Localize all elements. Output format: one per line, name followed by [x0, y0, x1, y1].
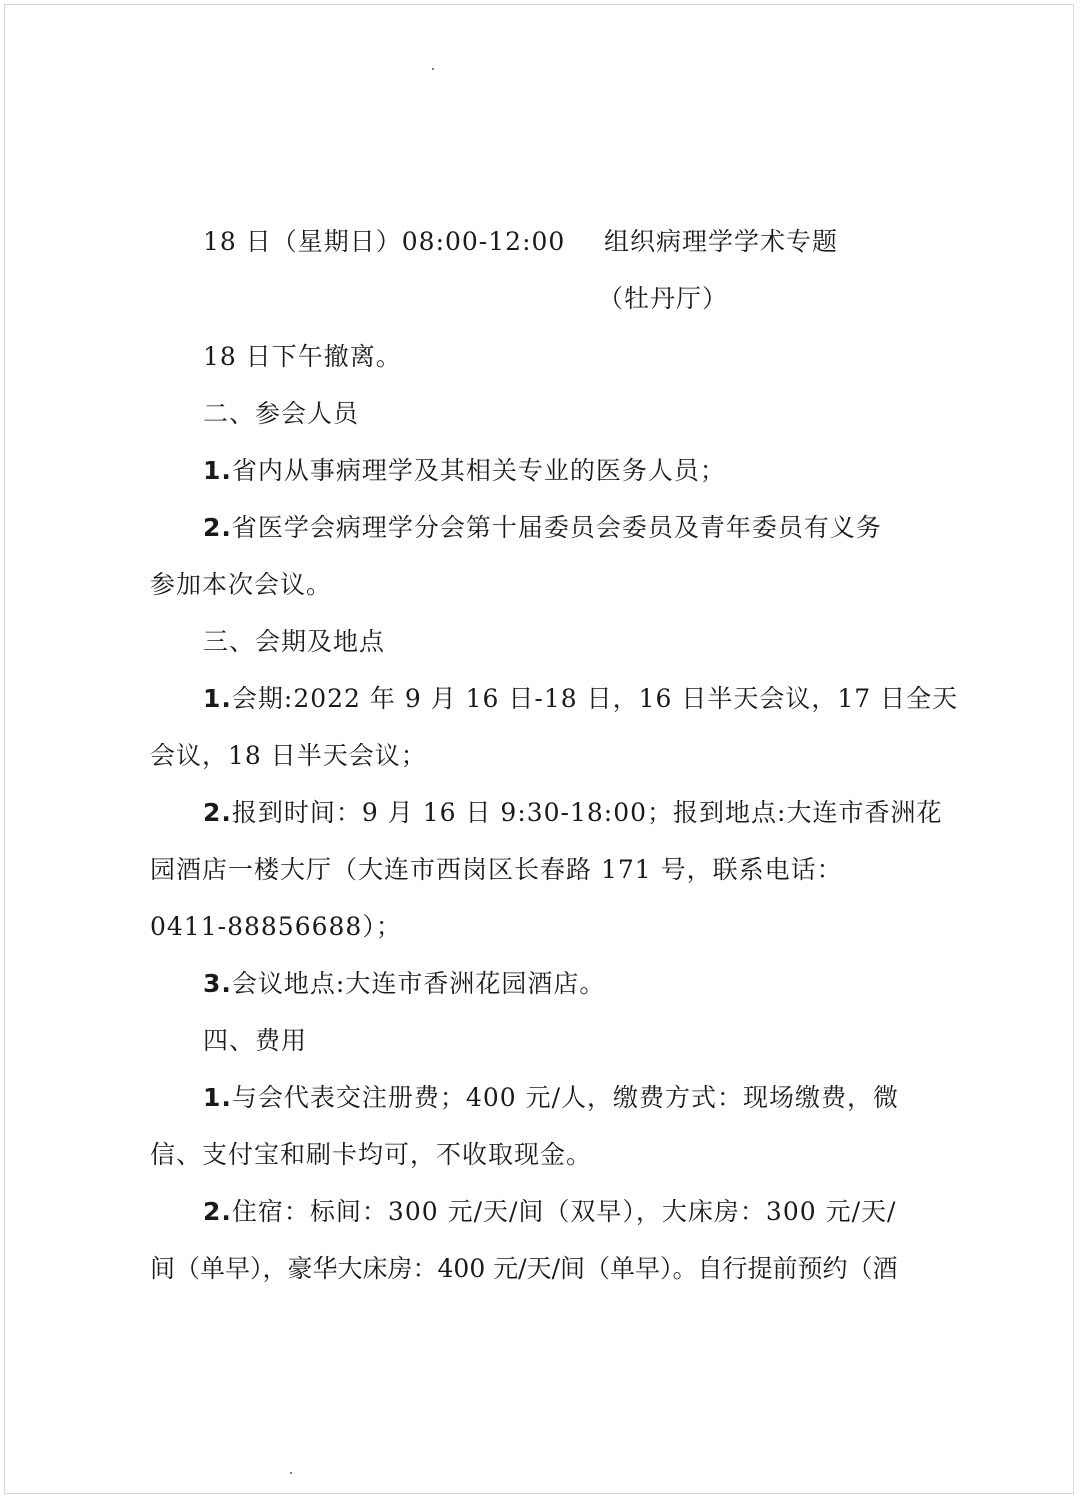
item-number: 2. [203, 1197, 232, 1226]
item-number: 1. [203, 1083, 232, 1112]
item-text: 省医学会病理学分会第十届委员会委员及青年委员有义务 [231, 513, 882, 542]
section-heading-fees: 四、费用 [203, 1026, 308, 1055]
dates-item-1 [203, 683, 958, 715]
schedule-venue: （牡丹厅） [598, 284, 729, 313]
fees-item-1-cont: 信、支付宝和刷卡均可，不收取现金。 [150, 1140, 593, 1169]
item-text: 报到时间：9 月 16 日 9:30-18:00；报到地点:大连市香洲花 [231, 798, 943, 827]
schedule-time: 18 日（星期日）08:00-12:00 [203, 227, 566, 256]
section-heading-dates-venue: 三、会期及地点 [203, 627, 386, 656]
attendee-item-1 [203, 455, 726, 487]
dates-item-3 [203, 968, 605, 1000]
fees-item-2 [203, 1196, 896, 1228]
schedule-topic: 组织病理学学术专题 [604, 227, 839, 256]
item-text: 住宿：标间：300 元/天/间（双早），大床房：300 元/天/ [231, 1197, 897, 1226]
dates-item-2-cont: 园酒店一楼大厅（大连市西岗区长春路 171 号，联系电话： [150, 855, 843, 884]
dates-item-2 [203, 797, 942, 829]
section-heading-attendees: 二、参会人员 [203, 399, 360, 428]
item-number: 2. [203, 513, 232, 542]
item-number: 1. [203, 684, 232, 713]
item-text: 省内从事病理学及其相关专业的医务人员； [231, 456, 726, 485]
item-number: 3. [203, 969, 232, 998]
item-number: 2. [203, 798, 232, 827]
fees-item-2-cont: 间（单早），豪华大床房：400 元/天/间（单早）。自行提前预约（酒 [150, 1254, 898, 1283]
item-number: 1. [203, 456, 232, 485]
dates-item-2-phone: 0411-88856688）； [150, 912, 402, 941]
attendee-item-2-cont: 参加本次会议。 [150, 570, 333, 599]
scan-speck [432, 68, 434, 70]
dates-item-1-cont: 会议，18 日半天会议； [150, 741, 427, 770]
scan-speck [290, 1472, 292, 1474]
departure-note: 18 日下午撤离。 [203, 342, 402, 371]
item-text: 会议地点:大连市香洲花园酒店。 [231, 969, 606, 998]
item-text: 与会代表交注册费；400 元/人，缴费方式：现场缴费，微 [231, 1083, 899, 1112]
attendee-item-2 [203, 512, 882, 544]
fees-item-1 [203, 1082, 899, 1114]
item-text: 会期:2022 年 9 月 16 日-18 日，16 日半天会议，17 日全天 [231, 684, 959, 713]
